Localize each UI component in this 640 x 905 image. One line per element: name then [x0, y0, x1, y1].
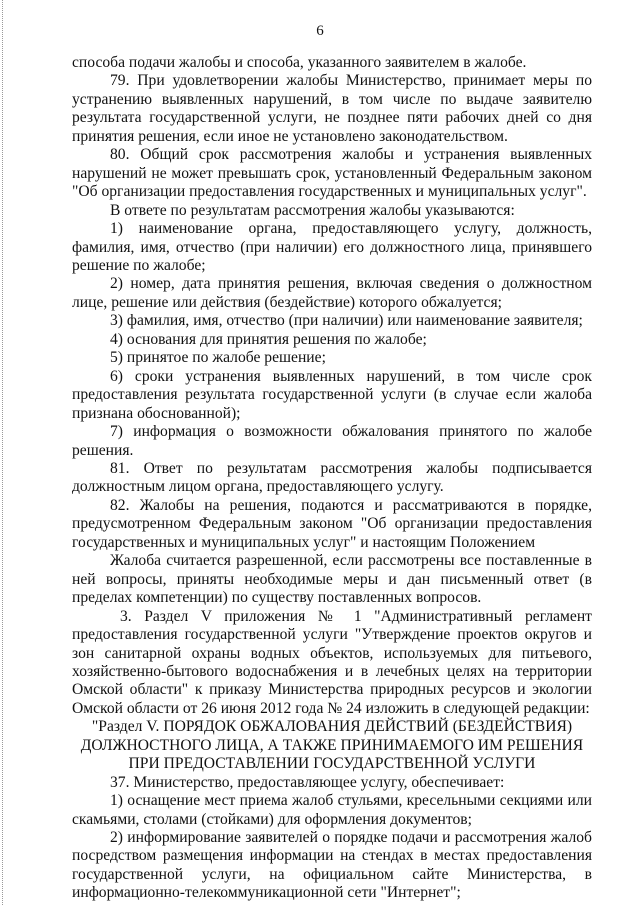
paragraph-3-amendment: 3. Раздел V приложения № 1 "Административный регламент предоставления государственной услуги "Утверждение проектов округов и зон санитарной охраны водных объектов, используемых для питьевого, хозяйственно-бытового водоснабжения и в лечебных целях на территории Омской области" к приказу Министерства природных ресурсов и экологии Омской области от 26 июня 2012 года № 24 изложить в следующей редакции:: [72, 607, 592, 717]
list-item-7: 7) информация о возможности обжалования принятого по жалобе решения.: [72, 423, 592, 459]
list-item-5: 5) принятое по жалобе решение;: [110, 349, 326, 367]
list-item-6: 6) сроки устранения выявленных нарушений, в том числе срок предоставления результата государственной услуги (в случае если жалоба признана обоснованной);: [72, 367, 592, 422]
section-heading-line-3: ПРИ ПРЕДОСТАВЛЕНИИ ГОСУДАРСТВЕННОЙ УСЛУГИ: [128, 755, 536, 773]
paragraph-80: 80. Общий срок рассмотрения жалобы и устранения выявленных нарушений не может превышать срок, установленный Федеральным законом "Об организации предоставления государственных и муниципальных услуг".: [72, 146, 592, 201]
list-item-37-2: 2) информирование заявителей о порядке подачи и рассмотрения жалоб посредством размещения информации на стендах в местах предоставления государственной услуги, на официальном сайте Министерства, в информационно-телекоммуникационной сети "Интернет";: [72, 829, 592, 902]
page-number: 6: [316, 23, 324, 39]
list-item-37-1: 1) оснащение мест приема жалоб стульями, кресельными секциями или скамьями, столами (стойками) для оформления документов;: [72, 792, 592, 828]
paragraph-82: 82. Жалобы на решения, подаются и рассматриваются в порядке, предусмотренном Федеральным законом "Об организации предоставления государственных и муниципальных услуг" и настоящим Положением: [72, 496, 592, 551]
paragraph-37: 37. Министерство, предоставляющее услугу, обеспечивает:: [110, 773, 505, 791]
paragraph-81: 81. Ответ по результатам рассмотрения жалобы подписывается должностным лицом органа, предоставляющего услугу.: [72, 459, 592, 496]
paragraph-complaint-resolved: Жалоба считается разрешенной, если рассмотрены все поставленные в ней вопросы, приняты необходимые меры и дан письменный ответ (в пределах компетенции) по существу поставленных вопросов.: [72, 552, 592, 607]
section-heading-line-2: ДОЛЖНОСТНОГО ЛИЦА, А ТАКЖЕ ПРИНИМАЕМОГО ИМ РЕШЕНИЯ: [80, 736, 584, 754]
paragraph-response-intro: В ответе по результатам рассмотрения жалобы указываются:: [110, 201, 515, 219]
list-item-1: 1) наименование органа, предоставляющего услугу, должность, фамилия, имя, отчество (при наличии) его должностного лица, принявшего решение по жалобе;: [72, 220, 592, 274]
list-item-2: 2) номер, дата принятия решения, включая сведения о должностном лице, решение или действия (бездействие) которого обжалуется;: [72, 275, 592, 311]
list-item-4: 4) основания для принятия решения по жалобе;: [110, 330, 427, 348]
list-item-3: 3) фамилия, имя, отчество (при наличии) или наименование заявителя;: [110, 312, 583, 330]
paragraph-continuation: способа подачи жалобы и способа, указанного заявителем в жалобе.: [72, 54, 527, 71]
section-heading-line-1: "Раздел V. ПОРЯДОК ОБЖАЛОВАНИЯ ДЕЙСТВИЙ (БЕЗДЕЙСТВИЯ): [91, 718, 573, 736]
document-body: [72, 54, 592, 903]
paragraph-79: 79. При удовлетворении жалобы Министерство, принимает меры по устранению выявленных нарушений, в том числе по выдаче заявителю результата государственной услуги, не позднее пяти рабочих дней со дня принятия решения, если иное не установлено законодательством.: [72, 72, 592, 145]
page-edge-line: [2, 0, 3, 905]
